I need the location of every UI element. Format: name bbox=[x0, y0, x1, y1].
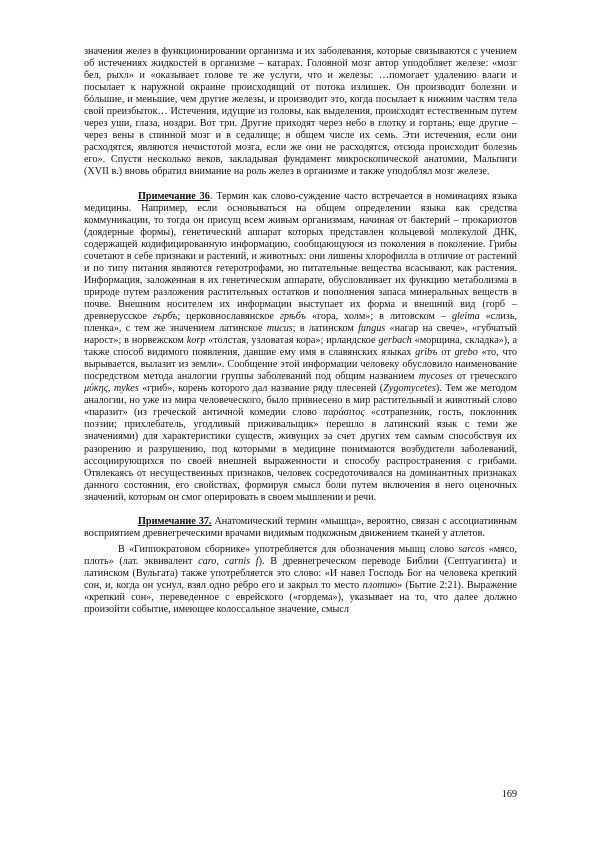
note-37-label: Примечание 37. bbox=[138, 515, 212, 527]
note-36-label: Примечание 36 bbox=[138, 190, 210, 202]
paragraph-glands: значения желез в функционировании организма и их заболевания, которые связываются с учением об истечениях жидкостей в организме – катарах. Головной мозг автор уподобляет железе: «мозг бел, рыхл» и «оказывает голове те же услуги, что и железы: …помогает удалению влаги и посылает к наружной окраине происходящий от потока излишек. Он производит болезни и бóльшие, и меньшие, чем другие железы, и производит это, когда посылает к нижним частям тела свой преизбыток… Истечения, идущие из головы, как выделения, происходят естественным путем через уши, глаза, ноздри. Вот три. Другие приходят через небо в глотку и гортань; еще другие – через вены в спинной мозг и в седалище; в общем числе их семь. Эти истечения, если они расходятся, являются нечистотой мозга, если же они не расходятся, отсюда происходит болезнь его». Спустя несколько веков, закладывая фундамент микроскопической анатомии, Мальпиги (XVII в.) вновь обратил внимание на роль желез в организме и также уподоблял мозг железе. bbox=[84, 46, 517, 178]
paragraph-note-36: Примечание 36. Термин как слово-суждение часто встречается в номинациях языка медицины. Например, если основываться на общем определении языка как средства коммуникации, то тогда он присущ всем живым организмам, начиная от бактерий – прокариотов (доядерные формы), генетический аппарат которых представлен кольцевой молекулой ДНК, содержащей кодифицированную информацию, сообщающуюся из поколения в поколение. Грибы сочетают в себе признаки и растений, и животных: они лишены хлорофилла в отличие от растений и по типу питания являются гетеротрофами, но питательные вещества всасывают, как растения. Информация, заложенная в их генетическом аппарате, обусловливает их функцию метаболизма в природе путем разложения растительных остатков и пополнения запаса минеральных веществ в почве. Внешним носителем их информации выступает их форма и внешний вид (горб – древнерусское гърбъ; церковнославянское грѣбъ «гора, холм»; в литовском – gleima «слизь, пленка», с тем же значением латинское mucus; в латинском fungus «нагар на свече», «губчатый нарост»; в норвежском korp «толстая, узловатая кора»; ирландское gerbach «морщина, складка»), а также способ видимого появления, давшие ему имя в славянских языках gribъ от grebo «то, что вырывается, вылазит из земли». Сообщение этой информации человеку обусловило наименование посредством метода аналогии группы заболеваний под общим названием mycoses от греческого μύκης, mykes «гриб», корень которого дал название ряду плесеней (Zygomycetes). Тем же методом аналогии, но уже из мира человеческого, было привнесено в мир растительный и животный слово «паразит» (из греческой античной комедии слово παράσιτος «сотрапезник, гость, поклонник поэзии; прихлебатель, угодливый приживальщик» перешло в латинский язык с теми же значениями) для характеристики существ, живущих за счет других тем самым способствуя их разорению и разрушению, под которыми в медицине понимаются возбудители заболеваний, ассоциирующихся по своей внешней выраженности и способу распространения с грибами. Отвлекаясь от несущественных признаков, человек сосредоточивался на доминантных признаках данного состояния, его свойствах, формируя смысл боли путем включения в него оценочных значений, которым он смог оперировать в своем мышлении и речи. bbox=[84, 190, 518, 503]
page-number: 169 bbox=[501, 789, 517, 800]
paragraph-hippocratic: В «Гиппократовом сборнике» употребляется для обозначения мышц слово sarcos «мясо, плоть» (лат. эквивалент caro, carnis f). В древнегреческом переводе Библии (Септуагинта) и латинском (Вульгата) также употребляется это слово: «И навел Господь Бог на человека крепкий сон, и, когда он уснул, взял одно ребро его и закрыл то место плотию» (Бытие 2:21). Выражение «крепкий сон», переведенное с еврейского («гордема»), указывает на то, что далее должно произойти событие, имеющее колоссальное значение, смысл bbox=[84, 543, 517, 616]
document-page bbox=[84, 46, 517, 616]
paragraph-note-37: Примечание 37. Анатомический термин «мышца», вероятно, связан с ассоциативным восприятием древнегреческими врачами видимым подкожным движением тканей у атлетов. bbox=[84, 515, 517, 539]
